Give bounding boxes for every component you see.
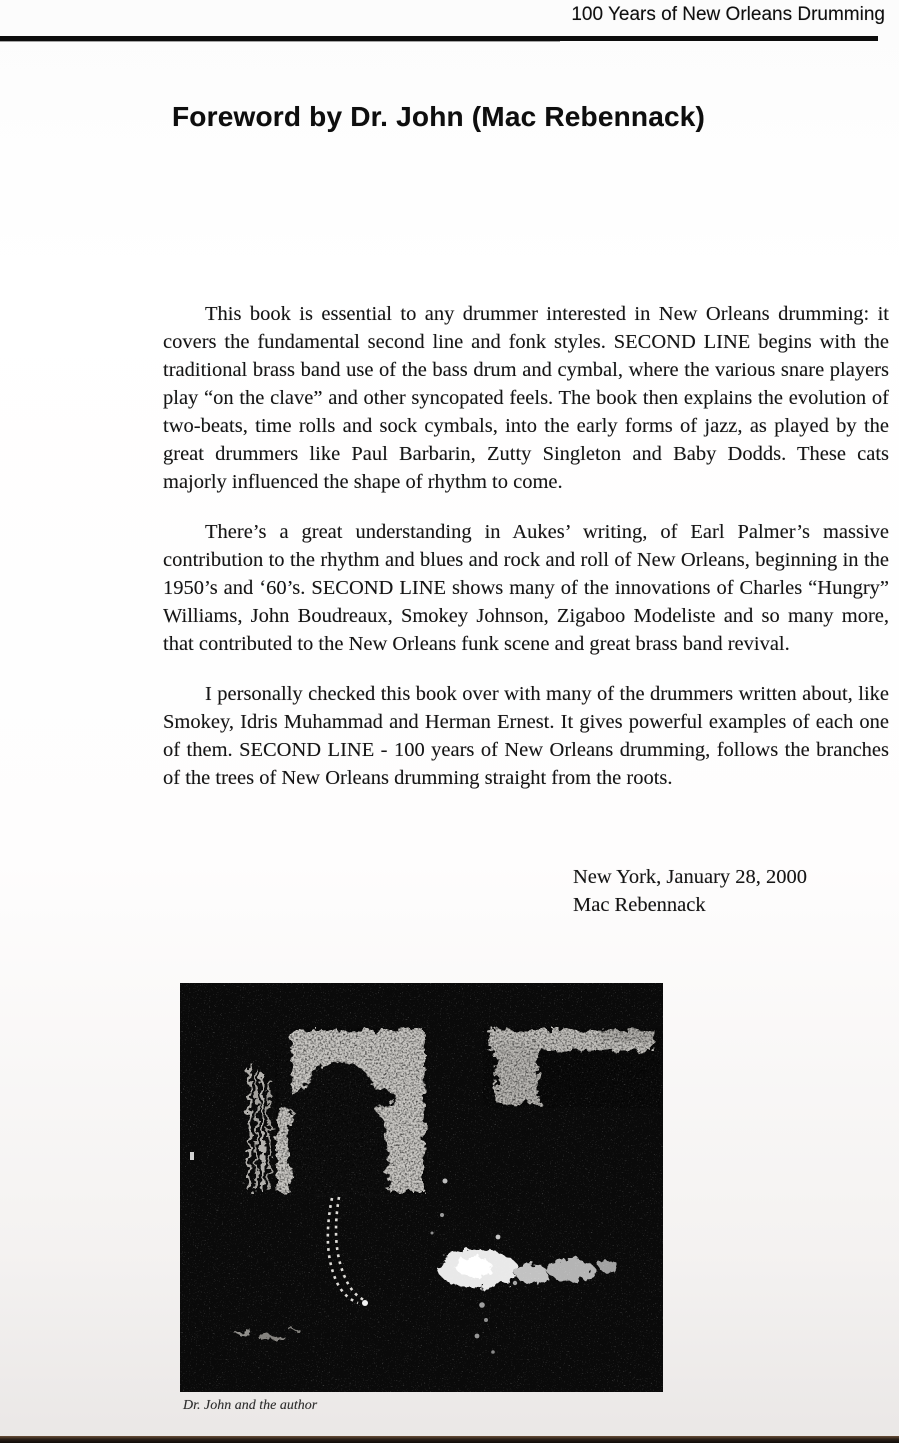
signature-name: Mac Rebennack [573, 894, 706, 916]
header-rule [0, 36, 878, 41]
foreword-body [163, 300, 889, 814]
paragraph-1: This book is essential to any drummer interested in New Orleans drumming: it covers the fundamental second line and fonk styles. SECOND LINE begins with the traditional brass band use of the bass drum and cymbal, where the various snare players play “on the clave” and other syncopated feels. The book then explains the evolution of two-beats, time rolls and sock cymbals, into the early forms of jazz, as played by the great drummers like Paul Barbarin, Zutty Singleton and Baby Dodds. These cats majorly influenced the shape of rhythm to come. [163, 303, 889, 493]
photo-dr-john-and-author [180, 983, 663, 1392]
page-title: Foreword by Dr. John (Mac Rebennack) [172, 101, 706, 132]
paragraph-3: I personally checked this book over with many of the drummers written about, like Smokey, Idris Muhammad and Herman Ernest. It gives powerful examples of each one of them. SECOND LINE - 100 years of New Orleans drumming, follows the branches of the trees of New Orleans drumming straight from the roots. [163, 683, 889, 789]
bottom-bar [0, 1436, 899, 1443]
signature-place-date: New York, January 28, 2000 [573, 866, 808, 888]
running-header: 100 Years of New Orleans Drumming [571, 4, 885, 25]
photo-image [180, 983, 663, 1392]
photo-caption: Dr. John and the author [183, 1398, 318, 1413]
signature-block [573, 863, 807, 919]
paragraph-2: There’s a great understanding in Aukes’ writing, of Earl Palmer’s massive contribution to the rhythm and blues and rock and roll of New Orleans, beginning in the 1950’s and ‘60’s. SECOND LINE shows many of the innovations of Charles “Hungry” Williams, John Boudreaux, Smokey Johnson, Zigaboo Modeliste and so many more, that contributed to the New Orleans funk scene and great brass band revival. [163, 521, 889, 655]
photo-grain-white [180, 983, 663, 1392]
